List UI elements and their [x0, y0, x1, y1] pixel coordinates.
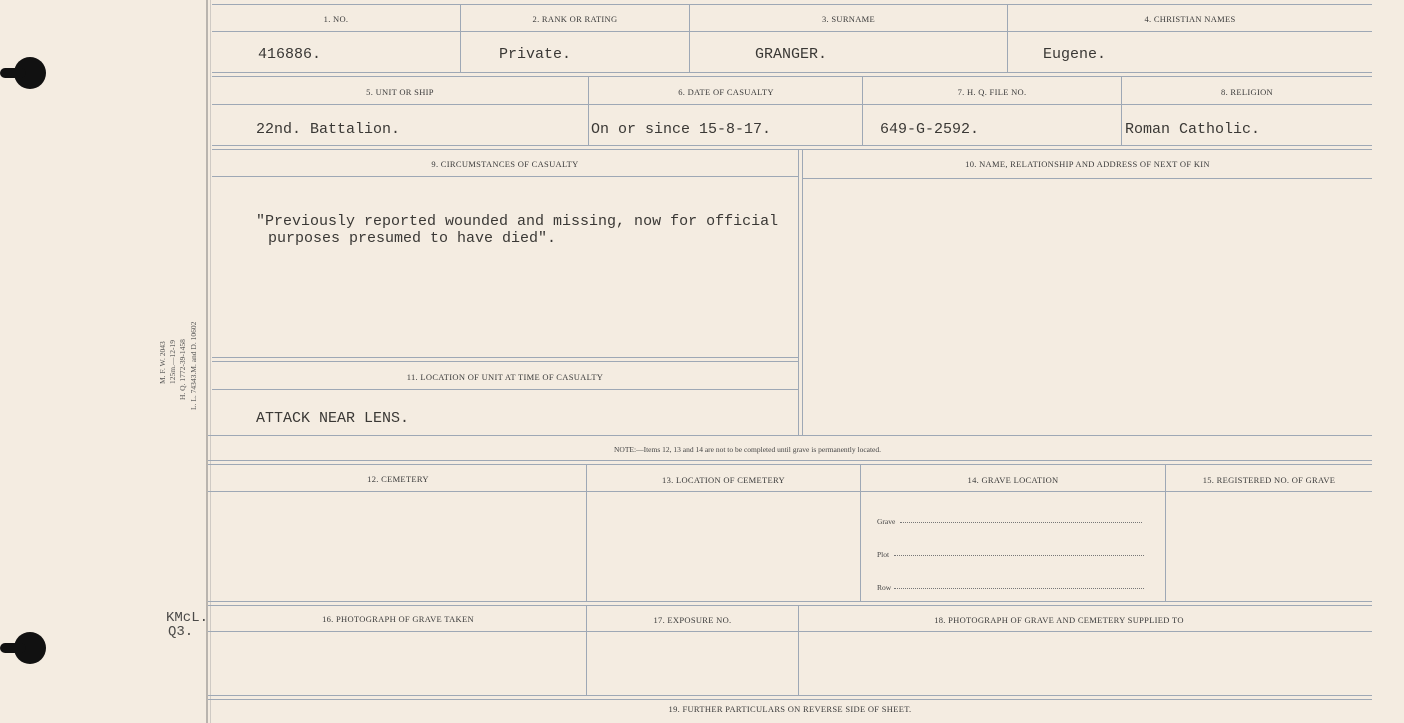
- col-divider: [862, 76, 863, 145]
- plot-dots: [894, 555, 1144, 556]
- value-location-of-unit: ATTACK NEAR LENS.: [256, 410, 410, 427]
- col-divider: [588, 76, 589, 145]
- plot-label: Plot: [877, 550, 890, 559]
- value-rank: Private.: [499, 46, 572, 63]
- value-date-of-casualty: On or since 15-8-17.: [591, 121, 772, 138]
- label-photograph-taken: 16. PHOTOGRAPH OF GRAVE TAKEN: [322, 614, 474, 624]
- punch-hole-top-tail: [0, 68, 26, 78]
- label-cemetery: 12. CEMETERY: [367, 474, 429, 484]
- col-divider: [802, 150, 803, 435]
- row-label: Row: [877, 583, 892, 592]
- side-print-2: 125m.—12-19: [168, 340, 177, 384]
- side-print-4: L. L. 74343.M. and D. 10602: [189, 321, 198, 410]
- side-print-1: M. F. W. 2043: [158, 341, 167, 384]
- handwritten-initials: KMcL.: [166, 610, 209, 626]
- label-rank: 2. RANK OR RATING: [532, 14, 618, 24]
- rule: [208, 460, 1372, 465]
- col-divider: [1007, 4, 1008, 72]
- label-religion: 8. RELIGION: [1221, 87, 1273, 97]
- label-registered-no: 15. REGISTERED NO. OF GRAVE: [1202, 475, 1336, 485]
- value-hq-file-no: 649-G-2592.: [880, 121, 980, 138]
- rule: [212, 389, 798, 390]
- punch-hole-bottom-tail: [0, 643, 26, 653]
- label-circumstances: 9. CIRCUMSTANCES OF CASUALTY: [431, 159, 579, 169]
- label-photograph-supplied: 18. PHOTOGRAPH OF GRAVE AND CEMETERY SUPPLIED TO: [934, 615, 1184, 625]
- rule: [212, 357, 798, 362]
- grave-label: Grave: [877, 517, 896, 526]
- label-date-of-casualty: 6. DATE OF CASUALTY: [678, 87, 774, 97]
- value-surname: GRANGER.: [755, 46, 828, 63]
- col-divider: [689, 4, 690, 72]
- rule: [208, 601, 1372, 606]
- note-text: NOTE:—Items 12, 13 and 14 are not to be completed until grave is permanently located.: [614, 445, 882, 454]
- rule: [208, 491, 1372, 492]
- rule: [212, 72, 1372, 77]
- grave-dots: [900, 522, 1142, 523]
- rule: [212, 176, 798, 177]
- side-print-3: H. Q. 1772-39-1458: [178, 339, 187, 400]
- rule: [208, 631, 1372, 632]
- rule: [212, 104, 1372, 105]
- label-hq-file-no: 7. H. Q. FILE NO.: [957, 87, 1027, 97]
- value-circumstances-line2: purposes presumed to have died".: [268, 230, 557, 247]
- rule: [208, 695, 1372, 700]
- label-grave-location: 14. GRAVE LOCATION: [967, 475, 1059, 485]
- value-unit: 22nd. Battalion.: [256, 121, 401, 138]
- value-no: 416886.: [258, 46, 322, 63]
- col-divider: [460, 4, 461, 72]
- label-christian-names: 4. CHRISTIAN NAMES: [1144, 14, 1236, 24]
- label-next-of-kin: 10. NAME, RELATIONSHIP AND ADDRESS OF NEXT OF KIN: [965, 159, 1210, 169]
- rule: [212, 4, 1372, 5]
- rule: [212, 145, 1372, 150]
- rule: [803, 178, 1372, 179]
- rule: [208, 435, 1372, 436]
- label-no: 1. NO.: [323, 14, 349, 24]
- row-dots: [894, 588, 1144, 589]
- handwritten-code: Q3.: [168, 624, 194, 640]
- col-divider: [798, 150, 799, 435]
- label-surname: 3. SURNAME: [821, 14, 876, 24]
- label-location-of-unit: 11. LOCATION OF UNIT AT TIME OF CASUALTY: [406, 372, 604, 382]
- value-circumstances-line1: "Previously reported wounded and missing, now for official: [256, 213, 779, 230]
- value-religion: Roman Catholic.: [1125, 121, 1261, 138]
- label-further-particulars: 19. FURTHER PARTICULARS ON REVERSE SIDE OF SHEET.: [668, 704, 912, 714]
- label-exposure-no: 17. EXPOSURE NO.: [653, 615, 732, 625]
- label-unit: 5. UNIT OR SHIP: [366, 87, 434, 97]
- label-location-of-cemetery: 13. LOCATION OF CEMETERY: [662, 475, 785, 485]
- col-divider: [1121, 76, 1122, 145]
- rule: [212, 31, 1372, 32]
- value-christian-names: Eugene.: [1043, 46, 1107, 63]
